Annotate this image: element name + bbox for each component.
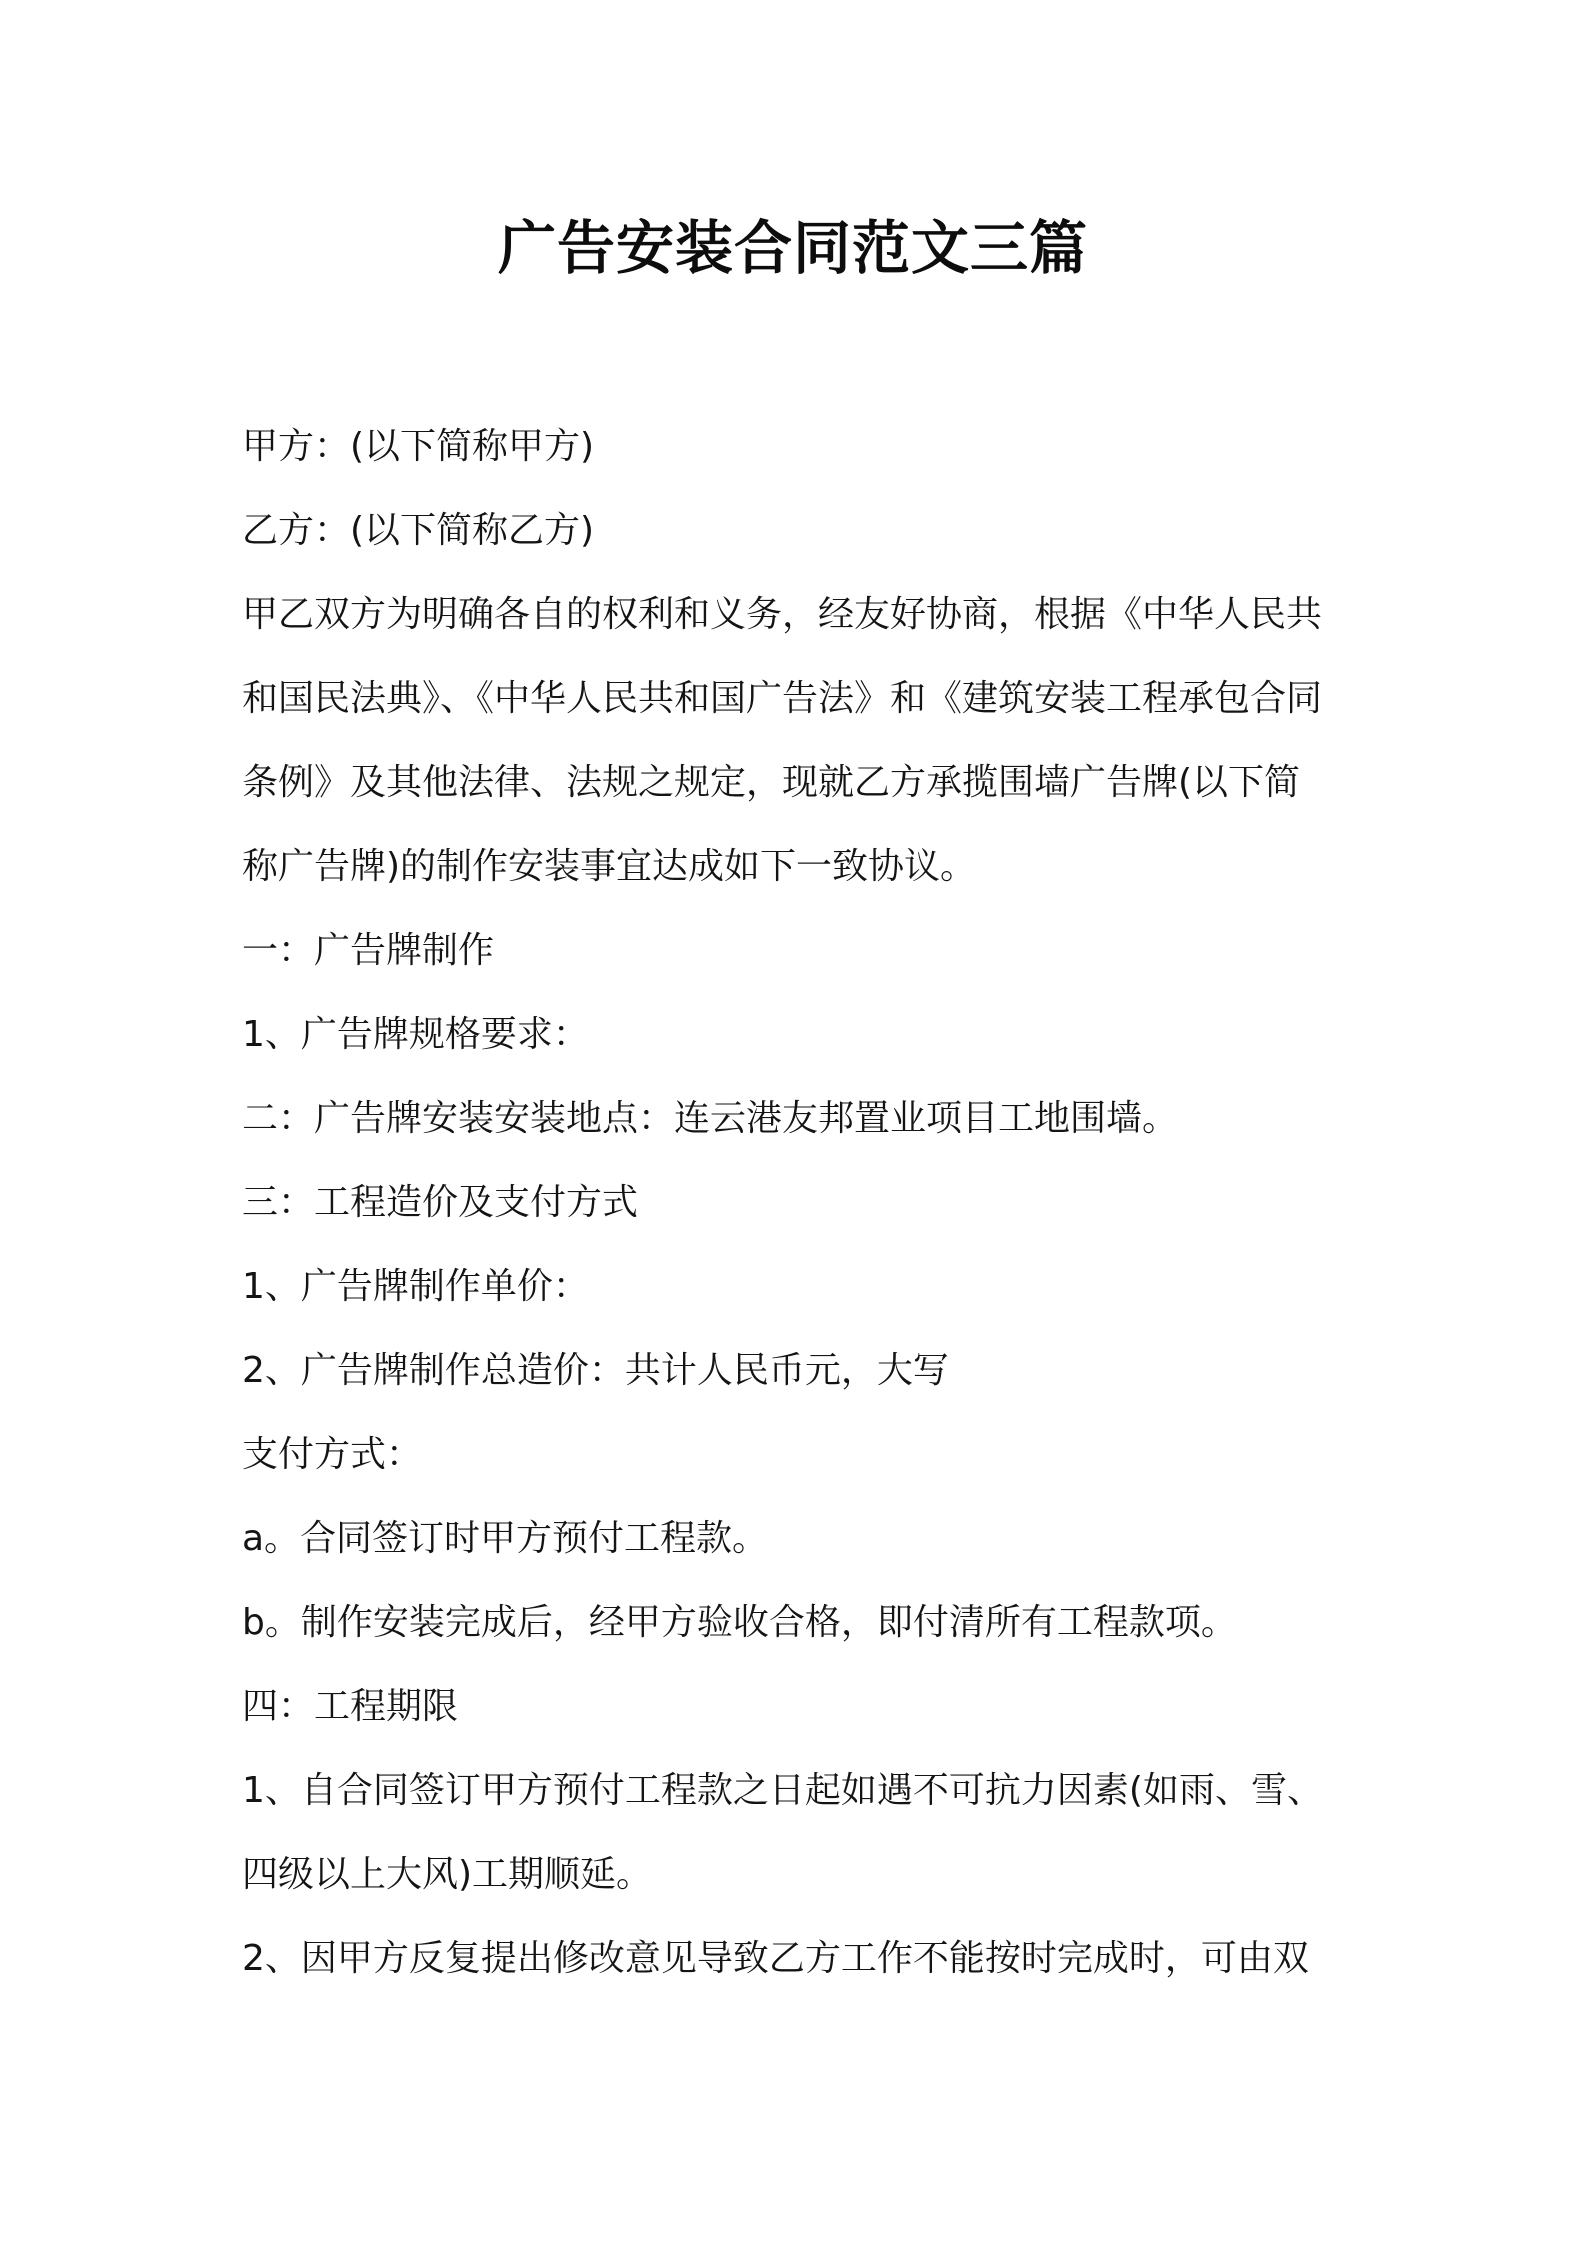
clause-line: 2、因甲方反复提出修改意见导致乙方工作不能按时完成时，可由双: [242, 1938, 1309, 1979]
clause-line: 1、自合同签订甲方预付工程款之日起如遇不可抗力因素(如雨、雪、: [242, 1770, 1323, 1811]
section-heading-4: 四：工程期限: [242, 1686, 459, 1727]
payment-item-a: a。合同签订时甲方预付工程款。: [242, 1518, 769, 1559]
preamble-line-1: 甲乙双方为明确各自的权利和义务，经友好协商，根据《中华人民共: [242, 594, 1323, 635]
party-b-line: 乙方：(以下简称乙方): [242, 510, 595, 551]
payment-item-b: b。制作安装完成后，经甲方验收合格，即付清所有工程款项。: [242, 1602, 1237, 1643]
section-heading-3: 三：工程造价及支付方式: [242, 1182, 639, 1223]
clause-line: 2、广告牌制作总造价：共计人民币元，大写: [242, 1350, 949, 1391]
document-body: [242, 405, 1362, 2001]
preamble-line-2: 和国民法典》、《中华人民共和国广告法》和《建筑安装工程承包合同: [242, 678, 1323, 719]
clause-line: 1、广告牌规格要求：: [242, 1014, 589, 1055]
payment-heading: 支付方式：: [242, 1434, 423, 1475]
clause-line: 1、广告牌制作单价：: [242, 1266, 589, 1307]
section-heading-2: 二：广告牌安装安装地点：连云港友邦置业项目工地围墙。: [242, 1098, 1179, 1139]
section-heading-1: 一：广告牌制作: [242, 930, 495, 971]
document-title: 广告安装合同范文三篇: [497, 214, 1088, 282]
preamble-line-3: 条例》及其他法律、法规之规定，现就乙方承揽围墙广告牌(以下简: [242, 762, 1301, 803]
party-a-line: 甲方：(以下简称甲方): [242, 426, 595, 467]
preamble-line-4: 称广告牌)的制作安装事宜达成如下一致协议。: [242, 846, 977, 887]
clause-line: 四级以上大风)工期顺延。: [242, 1854, 653, 1895]
